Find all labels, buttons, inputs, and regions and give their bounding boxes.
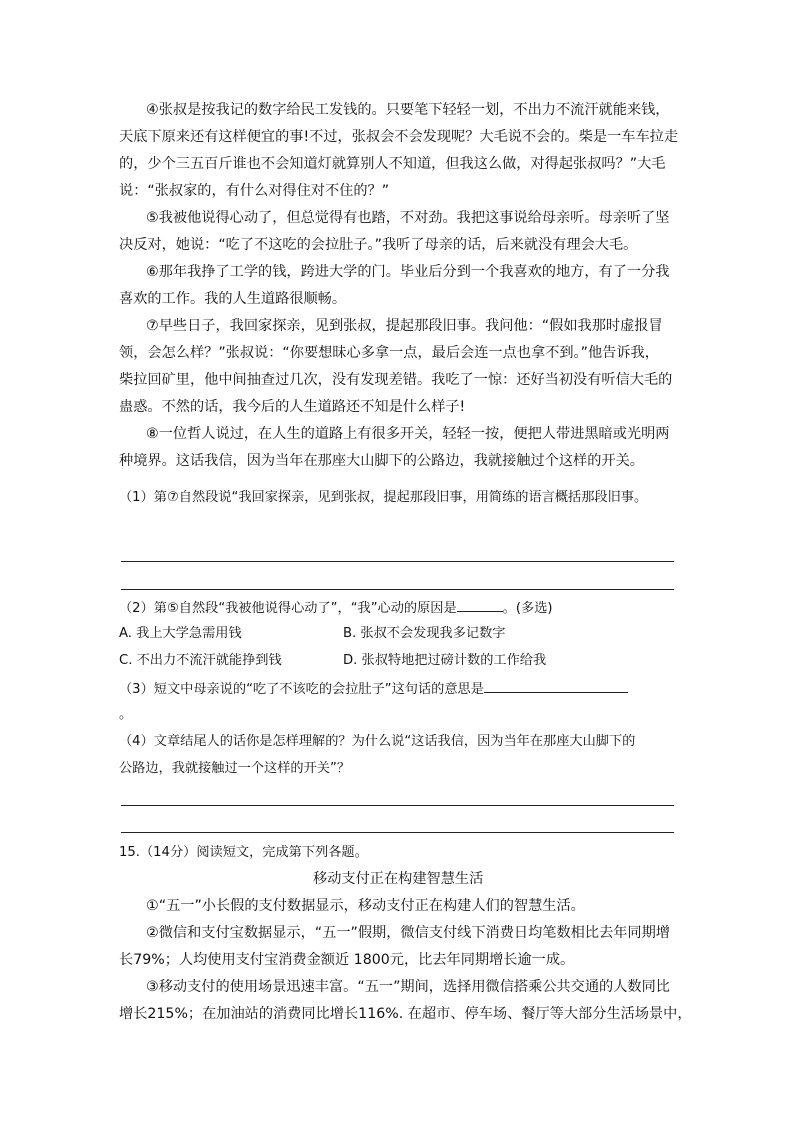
answer-line-q4-a[interactable] xyxy=(121,805,674,806)
question-2-text: （2）第⑤自然段“我被他说得心动了”，“我”心动的原因是 xyxy=(119,601,457,616)
section-15-p2-line-1: ②微信和支付宝数据显示，“五一”假期，微信支付线下消费日均笔数相比去年同期增 xyxy=(146,925,670,941)
option-b: B. 张叔不会发现我多记数字 xyxy=(343,626,506,641)
passage-p8-line-2: 种境界。这话我信，因为当年在那座大山脚下的公路边，我就接触过个这样的开关。 xyxy=(119,453,644,469)
option-c: C. 不出力不流汗就能挣到钱 xyxy=(119,653,282,668)
option-d: D. 张叔特地把过磅计数的工作给我 xyxy=(343,653,547,668)
question-3-end: 。 xyxy=(119,707,133,722)
passage-p5-line-1: ⑤我被他说得心动了，但总觉得有也踏，不对劲。我把这事说给母亲听。母亲听了坚 xyxy=(146,210,670,226)
passage-p7-line-1: ⑦早些日子，我回家探亲，见到张叔，提起那段旧事。我问他：“假如我那时虚报冒 xyxy=(146,318,663,334)
passage-p4-line-1: ④张叔是按我记的数字给民工发钱的。只要笔下轻轻一划，不出力不流汗就能来钱， xyxy=(146,102,670,118)
passage-p6-line-2: 喜欢的工作。我的人生道路很顺畅。 xyxy=(119,291,347,307)
section-15-heading: 15.（14分）阅读短文，完成第下列各题。 xyxy=(119,845,368,860)
question-1: （1）第⑦自然段说“我回家探亲，见到张叔，提起那段旧事，用简练的语言概括那段旧事。 xyxy=(119,490,648,505)
question-4-line-1: （4）文章结尾人的话你是怎样理解的？为什么说“这话我信，因为当年在那座大山脚下的 xyxy=(119,734,636,749)
section-15-p1: ①“五一”小长假的支付数据显示，移动支付正在构建人们的智慧生活。 xyxy=(146,898,585,914)
section-15-title: 移动支付正在构建智慧生活 xyxy=(313,871,484,887)
passage-p8-line-1: ⑧一位哲人说过，在人生的道路上有很多开关，轻轻一按，便把人带进黑暗或光明两 xyxy=(146,426,670,442)
passage-p5-line-2: 决反对，她说：“吃了不这吃的会拉肚子。”我听了母亲的话，后来就没有理会大毛。 xyxy=(119,237,638,253)
passage-p7-line-4: 蛊惑。不然的话，我今后的人生道路还不知是什么样子! xyxy=(119,399,466,415)
passage-p7-line-3: 柴拉回矿里，他中间抽查过几次，没有发现差错。我吃了一惊：还好当初没有听信大毛的 xyxy=(119,372,673,388)
option-a: A. 我上大学急需用钱 xyxy=(119,626,242,641)
question-2 xyxy=(119,597,553,619)
answer-blank-q3[interactable] xyxy=(484,678,628,693)
passage-p7-line-2: 领，会怎么样？”张叔说：“你要想昧心多拿一点，最后会连一点也拿不到。”他告诉我， xyxy=(119,345,659,361)
question-3 xyxy=(119,678,628,700)
question-3-text: （3）短文中母亲说的“吃了不该吃的会拉肚子”这句话的意思是 xyxy=(119,682,484,697)
section-15-p2-line-2: 长79%；人均使用支付宝消费金额近 1800元，比去年同期增长逾一成。 xyxy=(119,952,575,968)
passage-p4-line-3: 的，少个三五百斤谁也不会知道灯就算别人不知道，但我这么做，对得起张叔吗？”大毛 xyxy=(119,156,666,172)
section-15-p3-line-1: ③移动支付的使用场景迅速丰富。“五一”期间，选择用微信搭乘公共交通的人数同比 xyxy=(146,979,670,995)
passage-p4-line-2: 天底下原来还有这样便宜的事!不过，张叔会不会发现呢？大毛说不会的。柴是一车车拉走 xyxy=(119,129,679,145)
question-4-line-2: 公路边，我就接触过一个这样的开关”？ xyxy=(119,761,351,776)
passage-p6-line-1: ⑥那年我挣了工学的钱，跨进大学的门。毕业后分到一个我喜欢的地方，有了一分我 xyxy=(146,264,670,280)
answer-line-q4-b[interactable] xyxy=(121,832,674,833)
passage-p4-line-4: 说：“张叔家的，有什么对得住对不住的？” xyxy=(119,183,390,199)
question-2-suffix: 。(多选) xyxy=(502,601,553,616)
answer-blank-q2[interactable] xyxy=(457,597,503,612)
section-15-p3-line-2: 增长215%；在加油站的消费同比增长116%. 在超市、停车场、餐厅等大部分生活场景中， xyxy=(119,1006,692,1022)
answer-line-q1-b[interactable] xyxy=(121,589,674,590)
answer-line-q1-a[interactable] xyxy=(121,561,674,562)
